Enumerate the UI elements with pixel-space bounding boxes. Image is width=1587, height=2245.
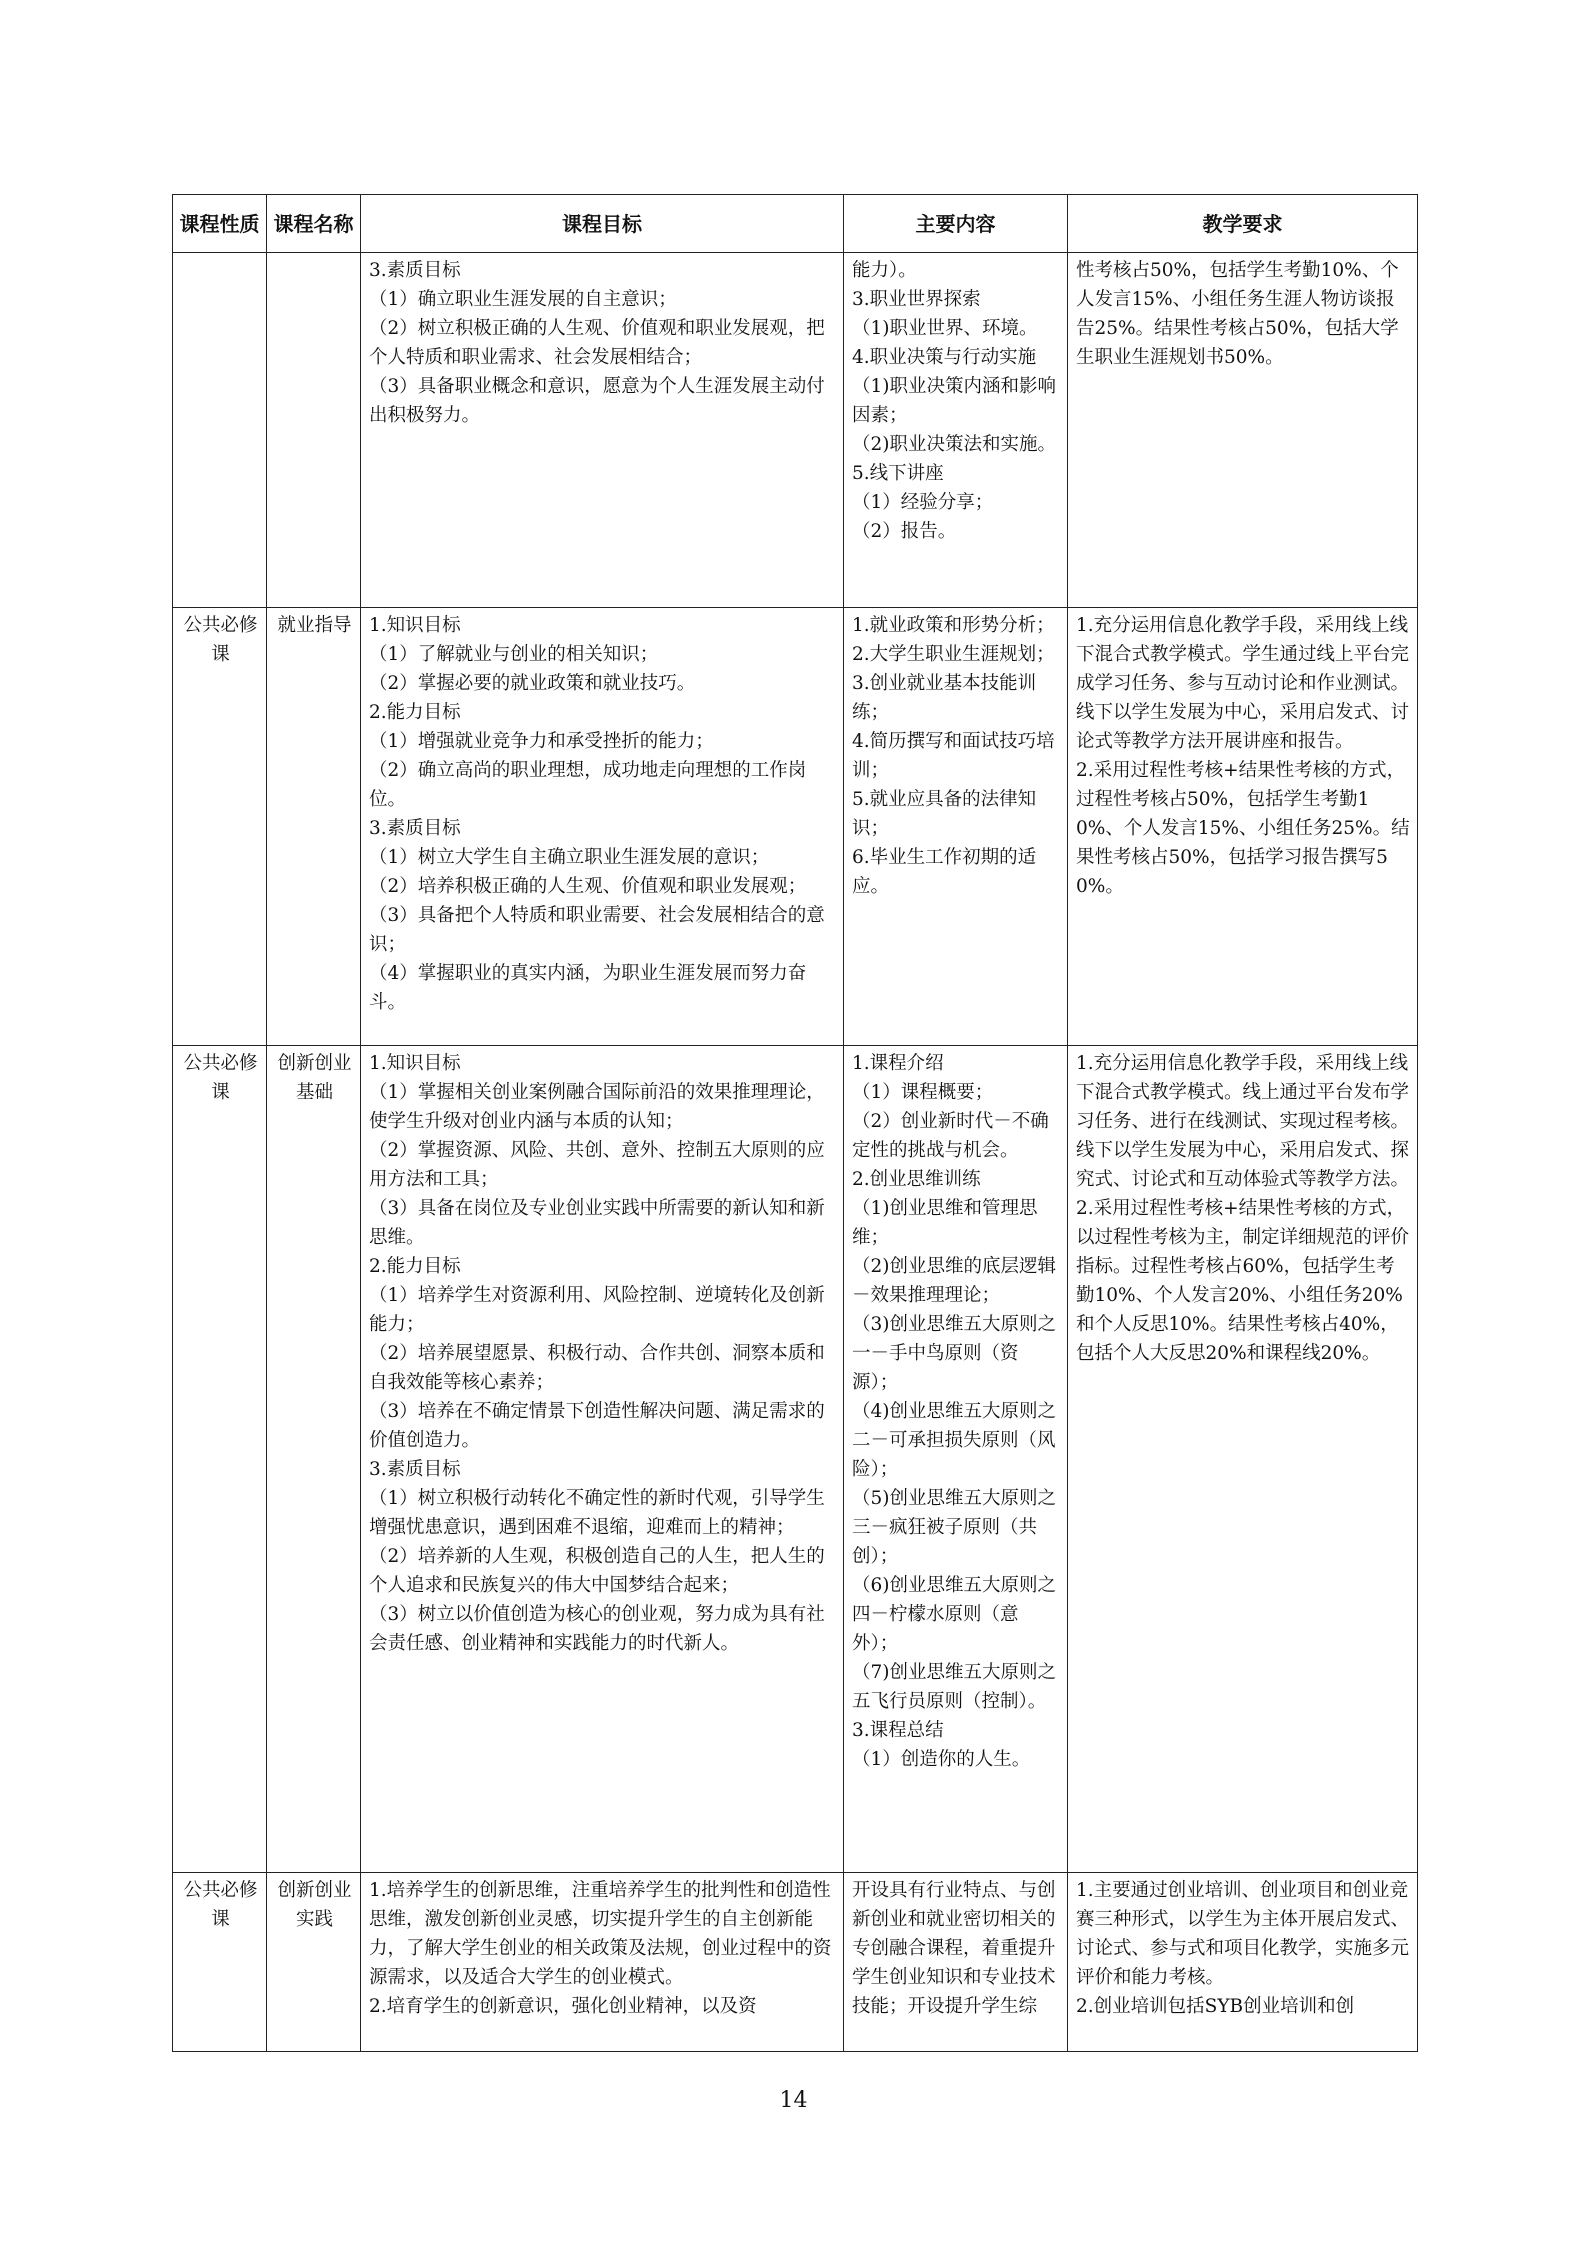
cell-line: 3.创业就业基本技能训练； xyxy=(852,673,1037,723)
cell-line: 1.充分运用信息化教学手段，采用线上线下混合式教学模式。线上通过平台发布学习任务、进行在线测试、实现过程考核。线下以学生发展为中心，采用启发式、探究式、讨论式和互动体验式等教学方法。 xyxy=(1076,1053,1410,1190)
header-teaching-requirements: 教学要求 xyxy=(1068,195,1418,253)
cell-line: （1）课程概要； xyxy=(852,1082,994,1103)
cell-line: （4)创业思维五大原则之二－可承担损失原则（风险）； xyxy=(852,1401,1056,1480)
cell-line: 1.培养学生的创新思维，注重培养学生的批判性和创造性思维，激发创新创业灵感，切实提升学生的自主创新能力，了解大学生创业的相关政策及法规，创业过程中的资源需求，以及适合大学生的创业模式。 xyxy=(369,1880,832,1988)
cell-line: （2）报告。 xyxy=(852,521,957,542)
course-goals-cell xyxy=(361,608,844,1046)
page-number: 14 xyxy=(779,2088,808,2113)
cell-line: 开设具有行业特点、与创新创业和就业密切相关的专创融合课程，着重提升学生创业知识和专业技术技能；开设提升学生综 xyxy=(852,1880,1056,2017)
cell-line: 3.职业世界探索 xyxy=(852,289,981,310)
cell-line: （2）培养新的人生观，积极创造自己的人生，把人生的个人追求和民族复兴的伟大中国梦结合起来； xyxy=(369,1546,825,1596)
cell-line: 1.知识目标 xyxy=(369,1053,461,1074)
teaching-requirements-cell xyxy=(1068,608,1418,1046)
cell-line: 2.能力目标 xyxy=(369,1256,461,1277)
course-nature-cell: 公共必修课 xyxy=(173,1046,267,1873)
cell-line: （1）了解就业与创业的相关知识； xyxy=(369,644,659,665)
cell-line: 1.就业政策和形势分析； xyxy=(852,615,1055,636)
cell-line: 1.充分运用信息化教学手段，采用线上线下混合式教学模式。学生通过线上平台完成学习任务、参与互动讨论和作业测试。线下以学生发展为中心，采用启发式、讨论式等教学方法开展讲座和报告。 xyxy=(1076,615,1410,752)
main-content-cell xyxy=(844,1873,1068,2052)
cell-line: 2.能力目标 xyxy=(369,702,461,723)
cell-line: 2.创业思维训练 xyxy=(852,1169,981,1190)
cell-line: （1）树立积极行动转化不确定性的新时代观，引导学生增强忧患意识，遇到困难不退缩，迎难而上的精神； xyxy=(369,1488,825,1538)
teaching-requirements-cell xyxy=(1068,1046,1418,1873)
cell-line: （3）树立以价值创造为核心的创业观，努力成为具有社会责任感、创业精神和实践能力的时代新人。 xyxy=(369,1604,825,1654)
main-content-cell xyxy=(844,253,1068,608)
cell-line: （3）具备职业概念和意识，愿意为个人生涯发展主动付出积极努力。 xyxy=(369,376,825,426)
cell-line: 5.线下讲座 xyxy=(852,463,944,484)
cell-line: （1）经验分享； xyxy=(852,492,994,513)
cell-line: （6)创业思维五大原则之四－柠檬水原则（意外）； xyxy=(852,1575,1056,1654)
cell-line: 3.素质目标 xyxy=(369,260,461,281)
teaching-requirements-cell xyxy=(1068,1873,1418,2052)
cell-line: （3）培养在不确定情景下创造性解决问题、满足需求的价值创造力。 xyxy=(369,1401,825,1451)
course-name-cell: 就业指导 xyxy=(267,608,361,1046)
header-course-goals: 课程目标 xyxy=(361,195,844,253)
cell-line: （2）创业新时代－不确定性的挑战与机会。 xyxy=(852,1111,1049,1161)
cell-line: 1.课程介绍 xyxy=(852,1053,944,1074)
cell-line: （1）确立职业生涯发展的自主意识； xyxy=(369,289,677,310)
cell-line: 2.培育学生的创新意识，强化创业精神，以及资 xyxy=(369,1996,757,2017)
table-row xyxy=(173,253,1418,608)
cell-line: （5)创业思维五大原则之三－疯狂被子原则（共创）； xyxy=(852,1488,1056,1567)
cell-line: 3.课程总结 xyxy=(852,1720,944,1741)
course-name-cell xyxy=(267,253,361,608)
cell-line: （2）掌握资源、风险、共创、意外、控制五大原则的应用方法和工具； xyxy=(369,1140,825,1190)
cell-line: 1.知识目标 xyxy=(369,615,461,636)
table-row xyxy=(173,1046,1418,1873)
cell-line: 2.采用过程性考核+结果性考核的方式，过程性考核占50%，包括学生考勤10%、个人发言15%、小组任务25%。结果性考核占50%，包括学习报告撰写50%。 xyxy=(1076,760,1410,897)
cell-line: （1)创业思维和管理思维； xyxy=(852,1198,1038,1248)
cell-line: （1）创造你的人生。 xyxy=(852,1749,1031,1770)
cell-line: （2）确立高尚的职业理想，成功地走向理想的工作岗位。 xyxy=(369,760,807,810)
course-nature-cell: 公共必修课 xyxy=(173,1873,267,2052)
cell-line: （2）树立积极正确的人生观、价值观和职业发展观，把个人特质和职业需求、社会发展相结合； xyxy=(369,318,825,368)
cell-line: （3)创业思维五大原则之一－手中鸟原则（资源）； xyxy=(852,1314,1056,1393)
cell-line: （2）培养积极正确的人生观、价值观和职业发展观； xyxy=(369,876,807,897)
cell-line: 4.职业决策与行动实施 xyxy=(852,347,1037,368)
table-header-row xyxy=(173,195,1418,253)
course-goals-cell xyxy=(361,1873,844,2052)
cell-line: （7)创业思维五大原则之五飞行员原则（控制）。 xyxy=(852,1662,1056,1712)
cell-line: （2）培养展望愿景、积极行动、合作共创、洞察本质和自我效能等核心素养； xyxy=(369,1343,825,1393)
cell-line: （1）掌握相关创业案例融合国际前沿的效果推理理论，使学生升级对创业内涵与本质的认知； xyxy=(369,1082,825,1132)
cell-line: 4.简历撰写和面试技巧培训； xyxy=(852,731,1055,781)
cell-line: （1)职业世界、环境。 xyxy=(852,318,1038,339)
main-content-cell xyxy=(844,1046,1068,1873)
cell-line: （1）树立大学生自主确立职业生涯发展的意识； xyxy=(369,847,770,868)
header-main-content: 主要内容 xyxy=(844,195,1068,253)
cell-line: 5.就业应具备的法律知识； xyxy=(852,789,1037,839)
cell-line: 2.创业培训包括SYB创业培训和创 xyxy=(1076,1996,1355,2017)
cell-line: 性考核占50%，包括学生考勤10%、个人发言15%、小组任务生涯人物访谈报告25%。结果性考核占50%，包括大学生职业生涯规划书50%。 xyxy=(1076,260,1399,368)
cell-line: 2.大学生职业生涯规划； xyxy=(852,644,1055,665)
course-goals-cell xyxy=(361,1046,844,1873)
header-course-nature: 课程性质 xyxy=(173,195,267,253)
cell-line: （1）增强就业竞争力和承受挫折的能力； xyxy=(369,731,714,752)
header-course-name: 课程名称 xyxy=(267,195,361,253)
cell-line: 2.采用过程性考核+结果性考核的方式，以过程性考核为主，制定详细规范的评价指标。过程性考核占60%，包括学生考勤10%、个人发言20%、小组任务20%和个人反思10%。结果性考核占40%，包括个人大反思20%和课程线20%。 xyxy=(1076,1198,1410,1364)
cell-line: 3.素质目标 xyxy=(369,1459,461,1480)
cell-line: 6.毕业生工作初期的适应。 xyxy=(852,847,1037,897)
course-name-cell: 创新创业基础 xyxy=(267,1046,361,1873)
main-content-cell xyxy=(844,608,1068,1046)
table-row xyxy=(173,608,1418,1046)
cell-line: （3）具备在岗位及专业创业实践中所需要的新认知和新思维。 xyxy=(369,1198,825,1248)
cell-line: （1）培养学生对资源利用、风险控制、逆境转化及创新能力； xyxy=(369,1285,825,1335)
course-nature-cell xyxy=(173,253,267,608)
table-row xyxy=(173,1873,1418,2052)
cell-line: （2）掌握必要的就业政策和就业技巧。 xyxy=(369,673,696,694)
cell-line: 1.主要通过创业培训、创业项目和创业竞赛三种形式，以学生为主体开展启发式、讨论式、参与式和项目化教学，实施多元评价和能力考核。 xyxy=(1076,1880,1410,1988)
cell-line: （1)职业决策内涵和影响因素； xyxy=(852,376,1056,426)
cell-line: （3）具备把个人特质和职业需要、社会发展相结合的意识； xyxy=(369,905,825,955)
course-goals-cell xyxy=(361,253,844,608)
cell-line: （2)创业思维的底层逻辑－效果推理理论； xyxy=(852,1256,1056,1306)
cell-line: 能力）。 xyxy=(852,260,917,281)
course-table xyxy=(172,194,1418,2052)
course-name-cell: 创新创业实践 xyxy=(267,1873,361,2052)
cell-line: （4）掌握职业的真实内涵，为职业生涯发展而努力奋斗。 xyxy=(369,963,807,1013)
teaching-requirements-cell xyxy=(1068,253,1418,608)
cell-line: （2)职业决策法和实施。 xyxy=(852,434,1056,455)
cell-line: 3.素质目标 xyxy=(369,818,461,839)
course-nature-cell: 公共必修课 xyxy=(173,608,267,1046)
